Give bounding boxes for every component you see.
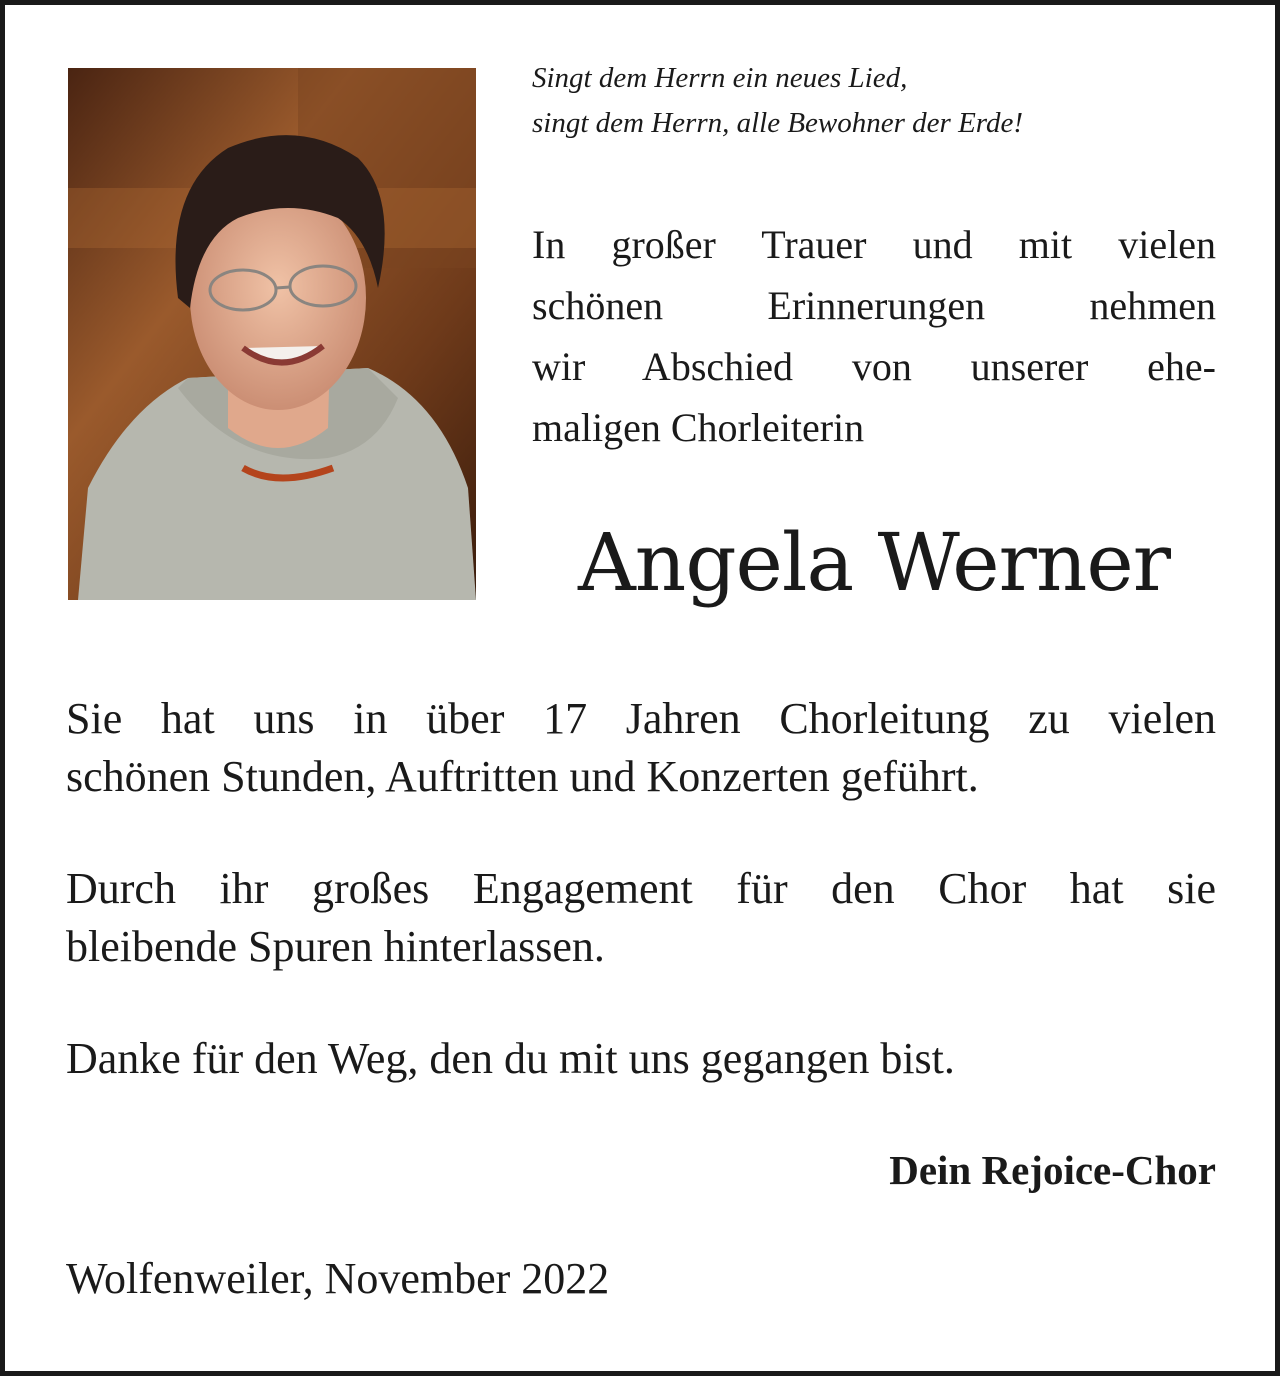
body-paragraph-3 bbox=[66, 1030, 1216, 1088]
verse-line-2: singt dem Herrn, alle Bewohner der Erde! bbox=[532, 107, 1024, 139]
body-p1-line-1: Sie hat uns in über 17 Jahren Chorleitung zu vielen bbox=[66, 694, 1216, 743]
verse-line-1: Singt dem Herrn ein neues Lied, bbox=[532, 62, 908, 94]
body-p3-line-1: Danke für den Weg, den du mit uns gegangen bist. bbox=[66, 1034, 955, 1083]
deceased-name: Angela Werner bbox=[578, 516, 1170, 609]
body-paragraph-1 bbox=[66, 690, 1216, 806]
portrait-photo bbox=[68, 68, 476, 600]
intro-paragraph bbox=[532, 214, 1216, 458]
intro-line-2: schönen Erinnerungen nehmen bbox=[532, 283, 1216, 328]
body-paragraph-2 bbox=[66, 860, 1216, 976]
body-p2-line-2: bleibende Spuren hinterlassen. bbox=[66, 922, 605, 971]
body-p1-line-2: schönen Stunden, Auftritten und Konzerten geführt. bbox=[66, 752, 979, 801]
intro-line-1: In großer Trauer und mit vielen bbox=[532, 222, 1216, 267]
body-p2-line-1: Durch ihr großes Engagement für den Chor hat sie bbox=[66, 864, 1216, 913]
place-and-date: Wolfenweiler, November 2022 bbox=[66, 1254, 610, 1303]
signature: Dein Rejoice-Chor bbox=[889, 1147, 1216, 1193]
bible-verse bbox=[532, 56, 1232, 146]
intro-line-4: maligen Chorleiterin bbox=[532, 405, 865, 450]
intro-line-3: wir Abschied von unserer ehe- bbox=[532, 344, 1216, 389]
